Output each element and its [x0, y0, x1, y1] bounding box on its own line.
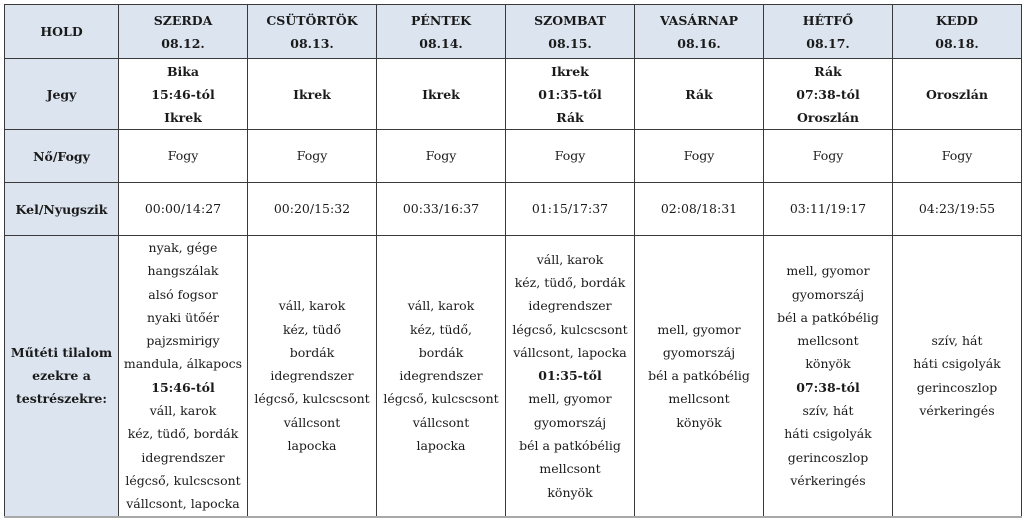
body-part: gyomorszáj	[662, 344, 736, 360]
day-header	[506, 5, 635, 59]
body-part: nyak, gége	[148, 240, 218, 255]
rise-set-cell: 00:00/14:27	[119, 183, 248, 236]
sign-cell	[377, 59, 506, 130]
rise-set-cell: 01:15/17:37	[506, 183, 635, 236]
label-line: ezekre a	[32, 368, 91, 384]
sign-line: Ikrek	[164, 109, 202, 125]
body-part: bél a patkóbélig	[648, 368, 750, 384]
phase-row	[5, 130, 1022, 183]
body-part: mellcsont	[797, 333, 859, 349]
body-part: idegrendszer	[270, 368, 354, 384]
sign-line: Oroszlán	[926, 86, 988, 102]
sign-cell	[119, 59, 248, 130]
body-part: nyaki ütőér	[146, 309, 220, 325]
day-date: 08.18.	[935, 35, 979, 51]
body-part: vállcsont	[412, 414, 470, 430]
body-part: idegrendszer	[141, 449, 225, 465]
body-part: gyomorszáj	[533, 414, 607, 430]
body-part: légcső, kulcscsont	[512, 321, 628, 337]
moon-calendar-table	[4, 4, 1022, 518]
body-part: gerincoszlop	[787, 449, 869, 465]
body-part: könyök	[547, 484, 593, 500]
body-part: mell, gyomor	[786, 263, 870, 279]
body-part: bordák	[289, 344, 335, 360]
sign-row	[5, 59, 1022, 130]
day-header	[248, 5, 377, 59]
body-part: vérkeringés	[919, 403, 995, 419]
body-part: alsó fogsor	[148, 286, 218, 302]
sign-line: 15:46-tól	[151, 86, 215, 102]
body-part: vállcsont, lapocka	[126, 496, 240, 512]
day-name: CSÜTÖRTÖK	[266, 12, 358, 28]
rise-set-cell: 03:11/19:17	[764, 183, 893, 236]
body-part: háti csigolyák	[784, 426, 872, 442]
day-date: 08.13.	[290, 35, 334, 51]
surgery-ban-row	[5, 236, 1022, 517]
body-part: gyomorszáj	[791, 286, 865, 302]
body-part: vállcsont	[283, 414, 341, 430]
day-name: VASÁRNAP	[659, 12, 739, 28]
day-date: 08.17.	[806, 35, 850, 51]
sign-line: Bika	[166, 63, 200, 79]
surgery-ban-cell	[119, 236, 248, 517]
body-part: idegrendszer	[528, 298, 612, 314]
day-header	[635, 5, 764, 59]
body-part: mandula, álkapocs	[123, 356, 243, 372]
row-label-phase: Nő/Fogy	[5, 130, 119, 183]
body-part: gerincoszlop	[916, 379, 998, 395]
body-part: idegrendszer	[399, 368, 483, 384]
sign-line: Oroszlán	[797, 109, 859, 125]
day-name: PÉNTEK	[410, 12, 472, 28]
surgery-ban-cell	[506, 236, 635, 517]
time-marker: 15:46-tól	[151, 379, 215, 395]
sign-cell	[893, 59, 1022, 130]
body-part: lapocka	[416, 438, 466, 454]
surgery-ban-cell	[377, 236, 506, 517]
time-marker: 01:35-től	[538, 368, 602, 384]
phase-cell: Fogy	[119, 130, 248, 183]
rise-set-cell: 00:33/16:37	[377, 183, 506, 236]
body-part: kéz, tüdő, bordák	[514, 274, 626, 290]
surgery-ban-cell	[248, 236, 377, 517]
sign-line: 01:35-től	[538, 86, 602, 102]
phase-cell: Fogy	[764, 130, 893, 183]
body-part: légcső, kulcscsont	[125, 472, 241, 488]
sign-cell	[635, 59, 764, 130]
hold-header: HOLD	[5, 5, 119, 59]
body-part: mell, gyomor	[657, 321, 741, 337]
sign-line: Rák	[685, 86, 713, 102]
phase-cell: Fogy	[377, 130, 506, 183]
row-label-surgery-ban	[5, 236, 119, 517]
body-part: mellcsont	[668, 391, 730, 407]
day-name: HÉTFŐ	[802, 12, 854, 28]
surgery-ban-cell	[893, 236, 1022, 517]
rise-set-cell: 00:20/15:32	[248, 183, 377, 236]
body-part: szív, hát	[931, 333, 983, 349]
time-marker: 07:38-tól	[796, 379, 860, 395]
sign-line: Ikrek	[551, 63, 589, 79]
day-name: KEDD	[935, 12, 979, 28]
body-part: bél a patkóbélig	[519, 438, 621, 454]
day-date: 08.12.	[161, 35, 205, 51]
day-name: SZERDA	[153, 12, 213, 28]
body-part: bordák	[418, 344, 464, 360]
day-date: 08.14.	[419, 35, 463, 51]
body-part: kéz, tüdő, bordák	[127, 426, 239, 442]
body-part: hangszálak	[147, 263, 219, 279]
sign-cell	[248, 59, 377, 130]
body-part: váll, karok	[536, 251, 604, 267]
phase-cell: Fogy	[893, 130, 1022, 183]
body-part: légcső, kulcscsont	[254, 391, 370, 407]
body-part: kéz, tüdő,	[409, 321, 473, 337]
body-part: vállcsont, lapocka	[513, 344, 627, 360]
body-part: lapocka	[287, 438, 337, 454]
label-line: Műtéti tilalom	[10, 345, 113, 361]
body-part: váll, karok	[278, 298, 346, 314]
day-header	[377, 5, 506, 59]
body-part: mellcsont	[539, 461, 601, 477]
sign-line: Rák	[556, 109, 584, 125]
header-row	[5, 5, 1022, 59]
phase-cell: Fogy	[635, 130, 764, 183]
body-part: pajzsmirigy	[146, 333, 220, 349]
sign-line: 07:38-tól	[796, 86, 860, 102]
body-part: váll, karok	[407, 298, 475, 314]
body-part: háti csigolyák	[913, 356, 1001, 372]
rise-set-cell: 02:08/18:31	[635, 183, 764, 236]
rise-set-row	[5, 183, 1022, 236]
sign-line: Rák	[814, 63, 842, 79]
surgery-ban-cell	[635, 236, 764, 517]
day-date: 08.16.	[677, 35, 721, 51]
body-part: vérkeringés	[790, 472, 866, 488]
body-part: váll, karok	[149, 403, 217, 419]
label-line: testrészekre:	[16, 391, 107, 407]
day-header	[764, 5, 893, 59]
surgery-ban-cell	[764, 236, 893, 517]
day-date: 08.15.	[548, 35, 592, 51]
phase-cell: Fogy	[506, 130, 635, 183]
row-label-sign: Jegy	[5, 59, 119, 130]
body-part: könyök	[805, 356, 851, 372]
body-part: könyök	[676, 414, 722, 430]
body-part: szív, hát	[802, 403, 854, 419]
row-label-rise-set: Kel/Nyugszik	[5, 183, 119, 236]
day-header	[119, 5, 248, 59]
sign-cell	[764, 59, 893, 130]
day-header	[893, 5, 1022, 59]
sign-cell	[506, 59, 635, 130]
body-part: kéz, tüdő	[282, 321, 342, 337]
sign-line: Ikrek	[422, 86, 460, 102]
rise-set-cell: 04:23/19:55	[893, 183, 1022, 236]
body-part: bél a patkóbélig	[777, 309, 879, 325]
sign-line: Ikrek	[293, 86, 331, 102]
day-name: SZOMBAT	[534, 12, 606, 28]
body-part: légcső, kulcscsont	[383, 391, 499, 407]
body-part: mell, gyomor	[528, 391, 612, 407]
phase-cell: Fogy	[248, 130, 377, 183]
